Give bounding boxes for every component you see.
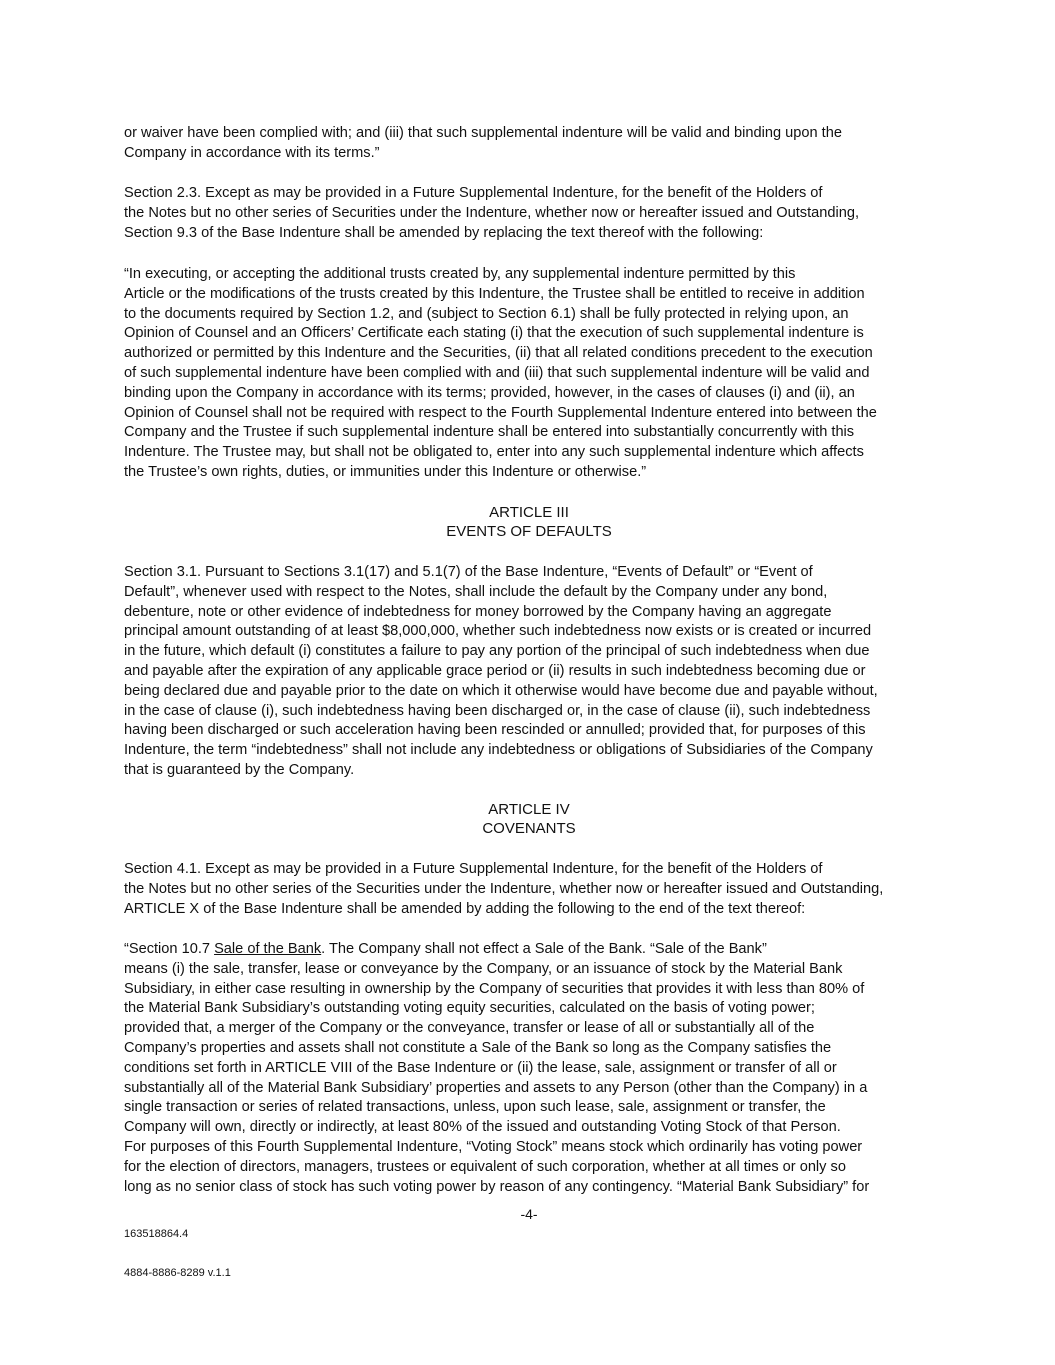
- page-number: -4-: [520, 1206, 538, 1222]
- article-iv-title: ARTICLE IV: [488, 801, 570, 818]
- paragraph-section-4-1: Section 4.1. Except as may be provided in a Future Supplemental Indenture, for the benefit of the Holders of the Notes but no other series of the Securities under the Indenture, whether now or hereafter issued and Outstanding, ARTICLE X of the Base Indenture shall be amended by adding the following to the end of the text thereof:: [124, 861, 884, 917]
- document-id-primary: 163518864.4: [124, 1228, 189, 1240]
- article-iv-subtitle: COVENANTS: [482, 820, 576, 837]
- paragraph-section-3-1: Section 3.1. Pursuant to Sections 3.1(17) and 5.1(7) of the Base Indenture, “Events of Default” or “Event of Default”, whenever used with respect to the Notes, shall include the default by the Company under any bond, debenture, note or other evidence of indebtedness for money borrowed by the Company having an aggregate principal amount outstanding of at least $8,000,000, whether such indebtedness now exists or is created or incurred in the future, which default (i) constitutes a failure to pay any portion of the principal of such indebtedness when due and payable after the expiration of any applicable grace period or (ii) results in such indebtedness becoming due or being declared due and payable prior to the date on which it otherwise would have become due and payable without, in the case of clause (i), such indebtedness having been discharged or, in the case of clause (ii), such indebtedness having been discharged or such acceleration having been rescinded or annulled; provided that, for purposes of this Indenture, the term “indebtedness” shall not include any indebtedness or obligations of Subsidiaries of the Company that is guaranteed by the Company.: [124, 564, 878, 778]
- paragraph-section-10-7: [124, 940, 934, 1197]
- paragraph-intro: or waiver have been complied with; and (iii) that such supplemental indenture will be valid and binding upon the Company in accordance with its terms.”: [124, 125, 842, 161]
- section-10-7-heading: Sale of the Bank: [214, 941, 322, 957]
- article-iii-title: ARTICLE III: [489, 504, 569, 521]
- paragraph-section-2-3: Section 2.3. Except as may be provided in a Future Supplemental Indenture, for the benefit of the Holders of the Notes but no other series of Securities under the Indenture, whether now or hereafter issued and Outstanding, Section 9.3 of the Base Indenture shall be amended by replacing the text thereof with the following:: [124, 185, 859, 241]
- article-iii-subtitle: EVENTS OF DEFAULTS: [446, 523, 612, 540]
- document-id-secondary: 4884-8886-8289 v.1.1: [124, 1267, 231, 1279]
- section-10-7-lead: “Section 10.7: [124, 941, 215, 957]
- paragraph-quoted-section-9-3: “In executing, or accepting the additional trusts created by, any supplemental indenture permitted by this Article or the modifications of the trusts created by this Indenture, the Trustee shall be entitled to receive in addition to the documents required by Section 1.2, and (subject to Section 6.1) shall be fully protected in relying upon, an Opinion of Counsel and an Officers’ Certificate each stating (i) that the execution of such supplemental indenture is authorized or permitted by this Indenture and the Securities, (ii) that all related conditions precedent to the execution of such supplemental indenture have been complied with and (iii) that such supplemental indenture will be valid and binding upon the Company in accordance with its terms; provided, however, in the cases of clauses (i) and (ii), an Opinion of Counsel shall not be required with respect to the Fourth Supplemental Indenture entered into between the Company and the Trustee if such supplemental indenture shall be entered into substantially concurrently with this Indenture. The Trustee may, but shall not be obligated to, enter into any such supplemental indenture which affects the Trustee’s own rights, duties, or immunities under this Indenture or otherwise.”: [124, 266, 877, 480]
- section-10-7-body: . The Company shall not effect a Sale of the Bank. “Sale of the Bank” means (i) the sale, transfer, lease or conveyance by the Company, or an issuance of stock by the Material Bank Subsidiary, in either case resulting in ownership by the Company of securities that provides it with less than 80% of the Material Bank Subsidiary’s outstanding voting equity securities, calculated on the basis of voting power; provided that, a merger of the Company or the conveyance, transfer or lease of all or substantially all of the Company’s properties and assets shall not constitute a Sale of the Bank so long as the Company satisfies the conditions set forth in ARTICLE VIII of the Base Indenture or (ii) the lease, sale, assignment or transfer of all or substantially all of the Material Bank Subsidiary’ properties and assets to any Person (other than the Company) in a single transaction or series of related transactions, unless, upon such lease, sale, assignment or transfer, the Company will own, directly or indirectly, at least 80% of the issued and outstanding Voting Stock of that Person. For purposes of this Fourth Supplemental Indenture, “Voting Stock” means stock which ordinarily has voting power for the election of directors, managers, trustees or equivalent of such corporation, whether at all times or only so long as no senior class of stock has such voting power by reason of any contingency. “Material Bank Subsidiary” for: [124, 941, 870, 1195]
